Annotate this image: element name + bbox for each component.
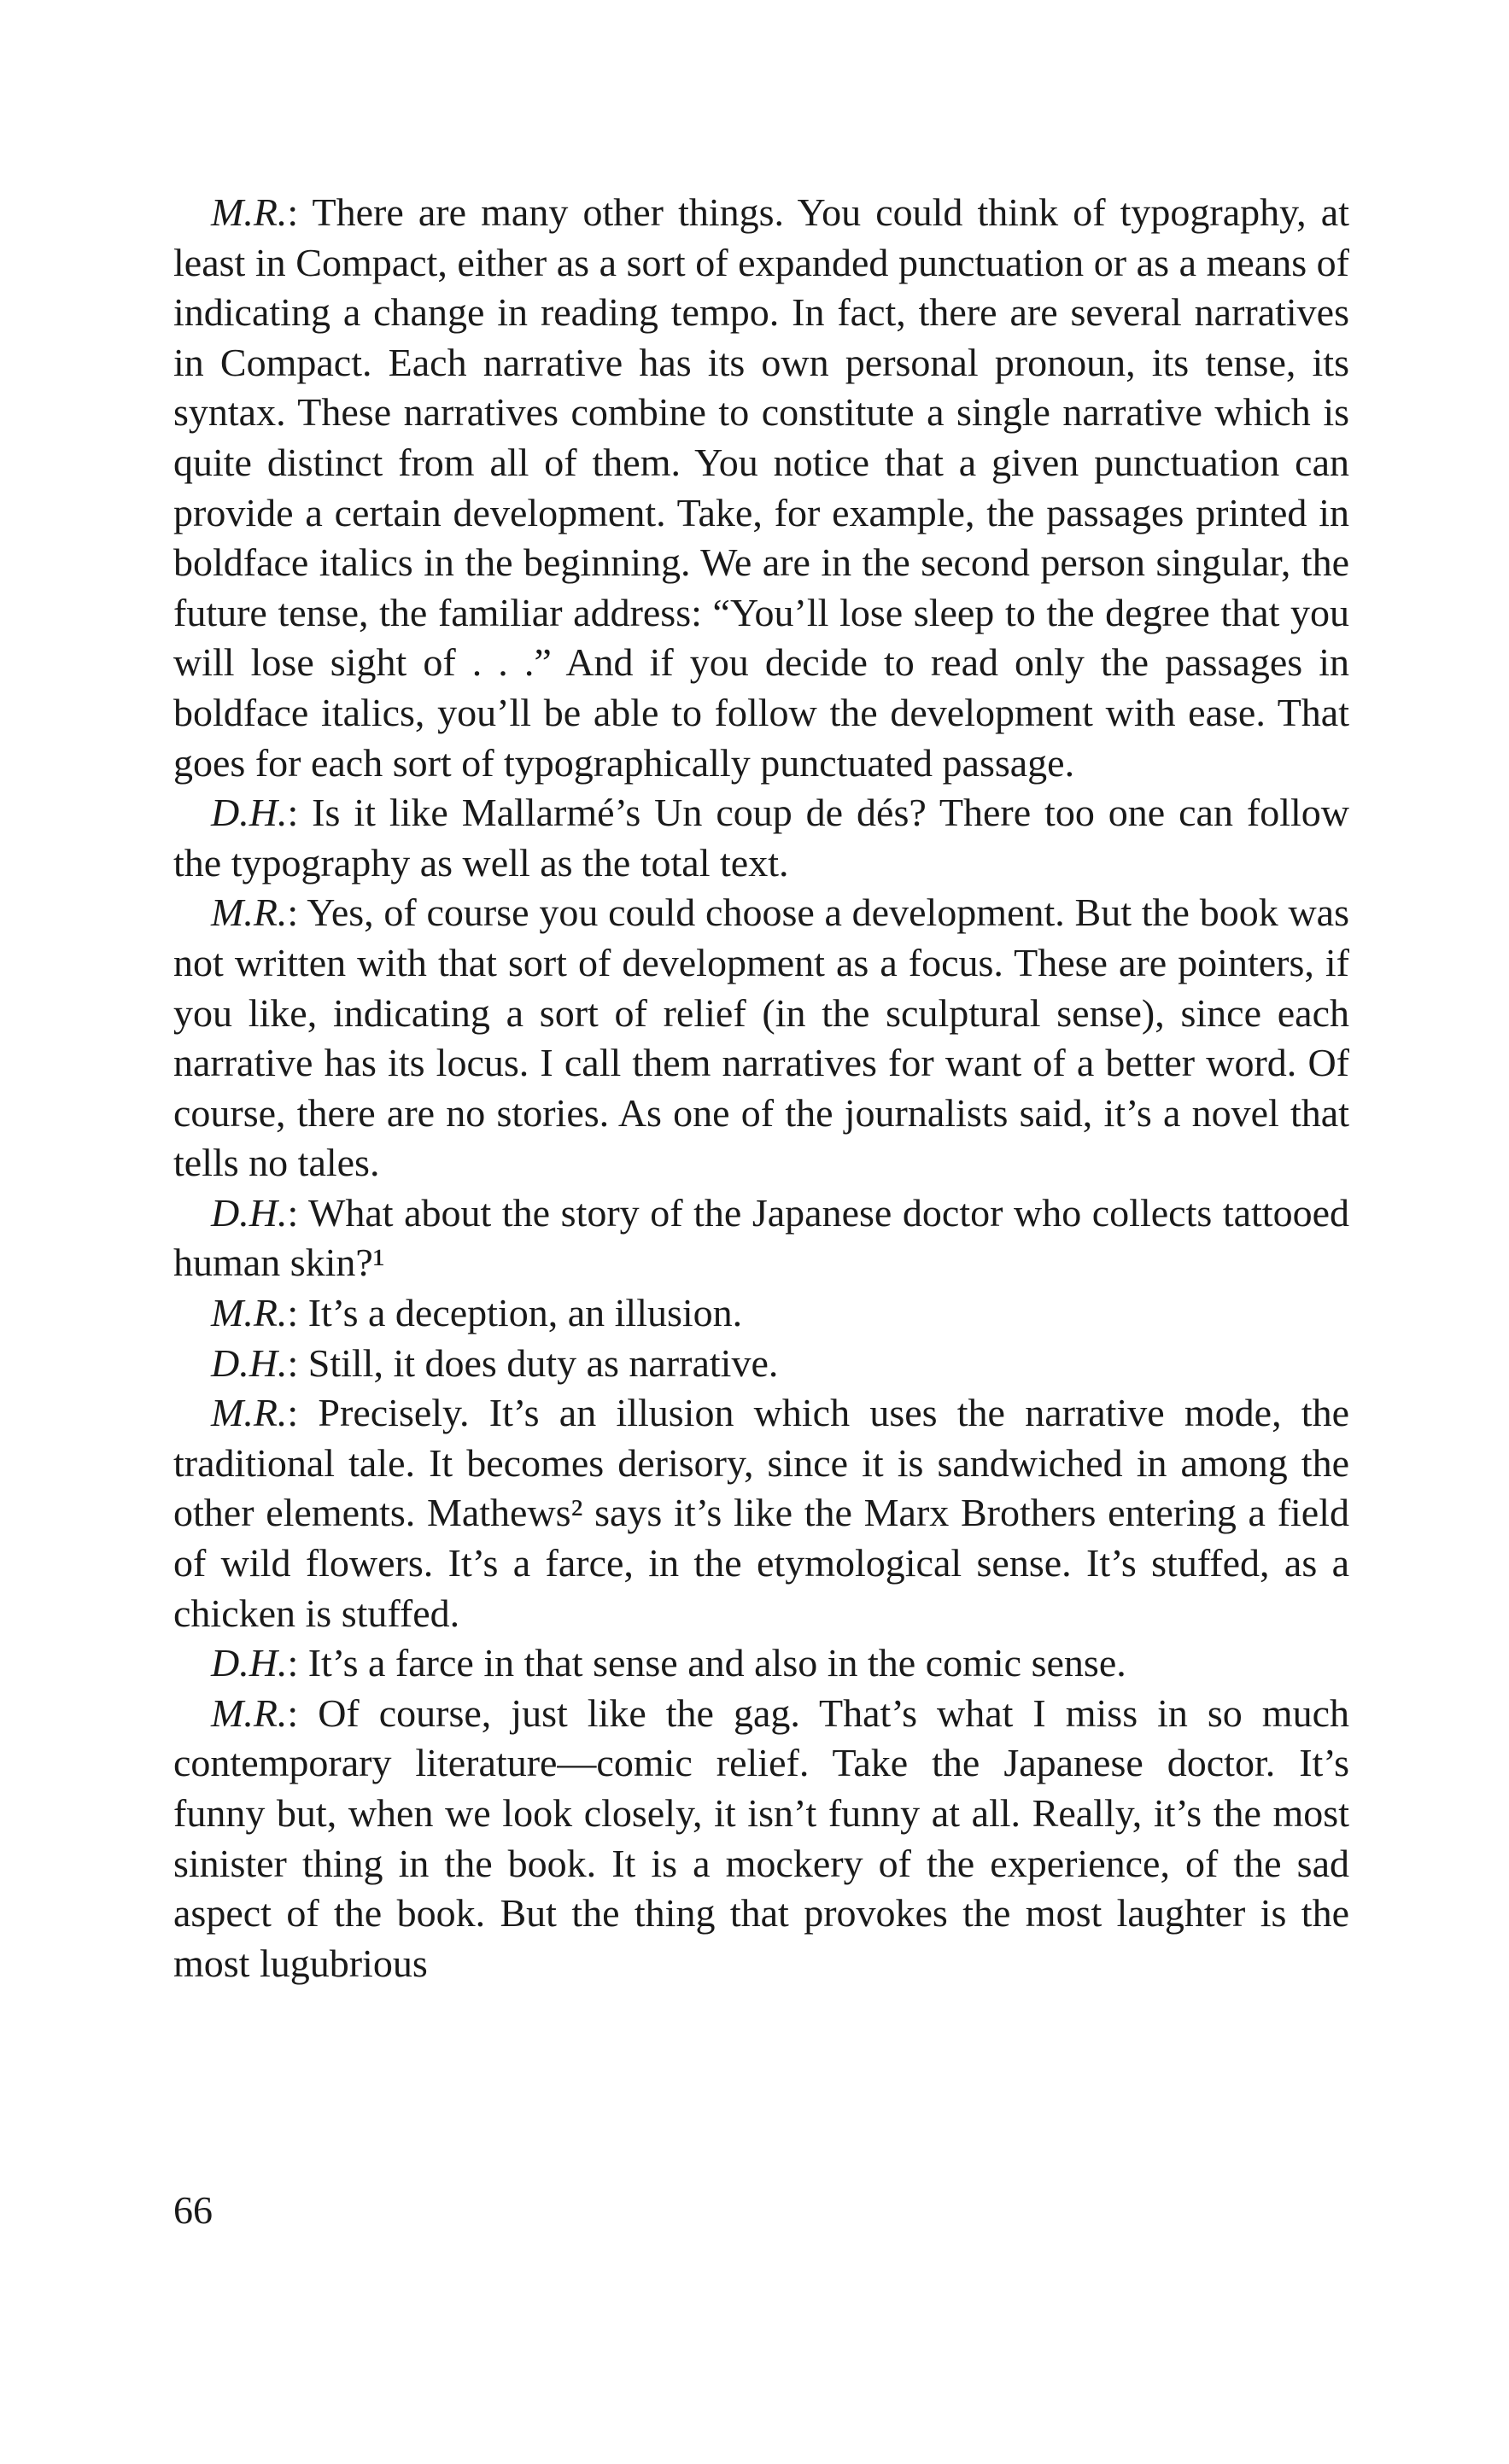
paragraph-4	[173, 1188, 1349, 1288]
paragraph-2	[173, 788, 1349, 888]
paragraph-text: : Precisely. It’s an illusion which uses the narrative mode, the traditional tale. It becomes derisory, since it is sandwiched in among the other elements. Mathews² says it’s like the Marx Brothers entering a field of wild flowers. It’s a farce, in the etymological sense. It’s stuffed, as a chicken is stuffed.	[173, 1391, 1349, 1635]
paragraph-9	[173, 1689, 1349, 1989]
paragraph-3	[173, 888, 1349, 1188]
speaker-dh: D.H.	[211, 1190, 288, 1235]
paragraph-1	[173, 188, 1349, 788]
speaker-mr: M.R.	[211, 1291, 288, 1335]
paragraph-text: : It’s a farce in that sense and also in the comic sense.	[287, 1641, 1126, 1685]
paragraph-text: : What about the story of the Japanese doctor who collects tattooed human skin?¹	[173, 1190, 1349, 1285]
speaker-dh: D.H.	[211, 791, 288, 835]
speaker-mr: M.R.	[211, 1690, 288, 1735]
page-number: 66	[173, 2188, 213, 2232]
paragraph-text: : Yes, of course you could choose a development. But the book was not written with that sort of development as a focus. These are pointers, if you like, indicating a sort of relief (in the sculptural sense), since each narrative has its locus. I call them narratives for want of a better word. Of course, there are no stories. As one of the journalists said, it’s a novel that tells no tales.	[173, 890, 1349, 1185]
paragraph-7	[173, 1388, 1349, 1638]
body-text	[173, 188, 1349, 1988]
speaker-mr: M.R.	[211, 1391, 288, 1435]
paragraph-5	[173, 1288, 1349, 1339]
speaker-dh: D.H.	[211, 1641, 288, 1685]
paragraph-text: : There are many other things. You could think of typography, at least in Compact, either as a sort of expanded punctuation or as a means of indicating a change in reading tempo. In fact, there are several narratives in Compact. Each narrative has its own personal pronoun, its tense, its syntax. These narratives combine to constitute a single narrative which is quite distinct from all of them. You notice that a given punctuation can provide a certain development. Take, for example, the passages printed in boldface italics in the beginning. We are in the second person singular, the future tense, the familiar address: “You’ll lose sleep to the degree that you will lose sight of . . .” And if you decide to read only the passages in boldface italics, you’ll be able to follow the development with ease. That goes for each sort of typographically punctuated passage.	[173, 190, 1349, 785]
speaker-mr: M.R.	[211, 190, 288, 234]
paragraph-text: : It’s a deception, an illusion.	[287, 1291, 743, 1335]
paragraph-text: : Still, it does duty as narrative.	[287, 1340, 779, 1385]
speaker-dh: D.H.	[211, 1340, 288, 1385]
paragraph-text: : Is it like Mallarmé’s Un coup de dés? There too one can follow the typography as well as the total text.	[173, 791, 1349, 885]
speaker-mr: M.R.	[211, 890, 288, 935]
paragraph-6	[173, 1339, 1349, 1389]
paragraph-8	[173, 1638, 1349, 1689]
paragraph-text: : Of course, just like the gag. That’s what I miss in so much contemporary literature—comic relief. Take the Japanese doctor. It’s funny but, when we look closely, it isn’t funny at all. Really, it’s the most sinister thing in the book. It is a mockery of the experience, of the sad aspect of the book. But the thing that provokes the most laughter is the most lugubrious	[173, 1690, 1349, 1985]
